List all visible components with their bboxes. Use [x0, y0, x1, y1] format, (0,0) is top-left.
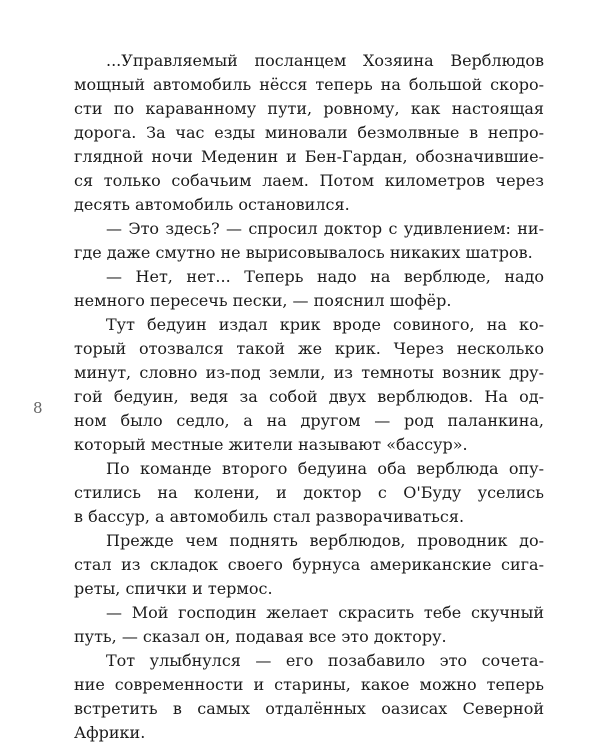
text-line: По команде второго бедуина оба верблюда опу- — [106, 459, 544, 478]
text-line: торый отозвался такой же крик. Через несколько — [74, 339, 544, 358]
paragraph — [74, 649, 544, 745]
text-line: дорога. За час езды миновали безмолвные в непро- — [74, 123, 544, 142]
text-line: сти по караванному пути, ровному, как настоящая — [74, 99, 544, 118]
text-line: встретить в самых отдалённых оазисах Северной — [74, 699, 544, 718]
text-line: реты, спички и термос. — [74, 579, 273, 598]
text-line: гой бедуин, ведя за собой двух верблюдов. На од- — [74, 387, 544, 406]
paragraph — [74, 313, 544, 457]
paragraph — [74, 217, 544, 265]
text-line: ...Управляемый посланцем Хозяина Верблюдов — [106, 51, 544, 70]
text-line: стал из складок своего бурнуса американские сига- — [74, 555, 544, 574]
paragraph — [74, 601, 544, 649]
text-line: который местные жители называют «бассур». — [74, 435, 468, 454]
text-line: — Мой господин желает скрасить тебе скучный — [106, 603, 544, 622]
text-line: Тут бедуин издал крик вроде совиного, на ко- — [106, 315, 544, 334]
text-line: — Это здесь? — спросил доктор с удивлением: ни- — [106, 219, 544, 238]
text-line: десять автомобиль остановился. — [74, 195, 350, 214]
body-text — [74, 49, 544, 745]
page-number: 8 — [33, 399, 43, 417]
text-line: ние современности и старины, какое можно теперь — [74, 675, 544, 694]
text-line: — Нет, нет... Теперь надо на верблюде, надо — [106, 267, 544, 286]
text-line: ся только собачьим лаем. Потом километров через — [74, 171, 544, 190]
text-line: глядной ночи Меденин и Бен-Гардан, обозначившие- — [74, 147, 544, 166]
text-line: немного пересечь пески, — пояснил шофёр. — [74, 291, 452, 310]
text-line: где даже смутно не вырисовывалось никаких шатров. — [74, 243, 533, 262]
text-line: Африки. — [74, 723, 146, 742]
paragraph — [74, 457, 544, 529]
paragraph — [74, 529, 544, 601]
text-line: ном было седло, а на другом — род паланкина, — [74, 411, 544, 430]
paragraph — [74, 265, 544, 313]
paragraph — [74, 49, 544, 217]
text-line: путь, — сказал он, подавая все это доктору. — [74, 627, 447, 646]
text-line: Тот улыбнулся — его позабавило это сочета- — [106, 651, 544, 670]
text-line: мощный автомобиль нёсся теперь на большой скоро- — [74, 75, 544, 94]
text-line: в бассур, а автомобиль стал разворачиваться. — [74, 507, 465, 526]
text-line: минут, словно из-под земли, из темноты возник дру- — [74, 363, 544, 382]
text-line: Прежде чем поднять верблюдов, проводник до- — [106, 531, 544, 550]
text-line: стились на колени, и доктор с О'Буду уселись — [74, 483, 544, 502]
